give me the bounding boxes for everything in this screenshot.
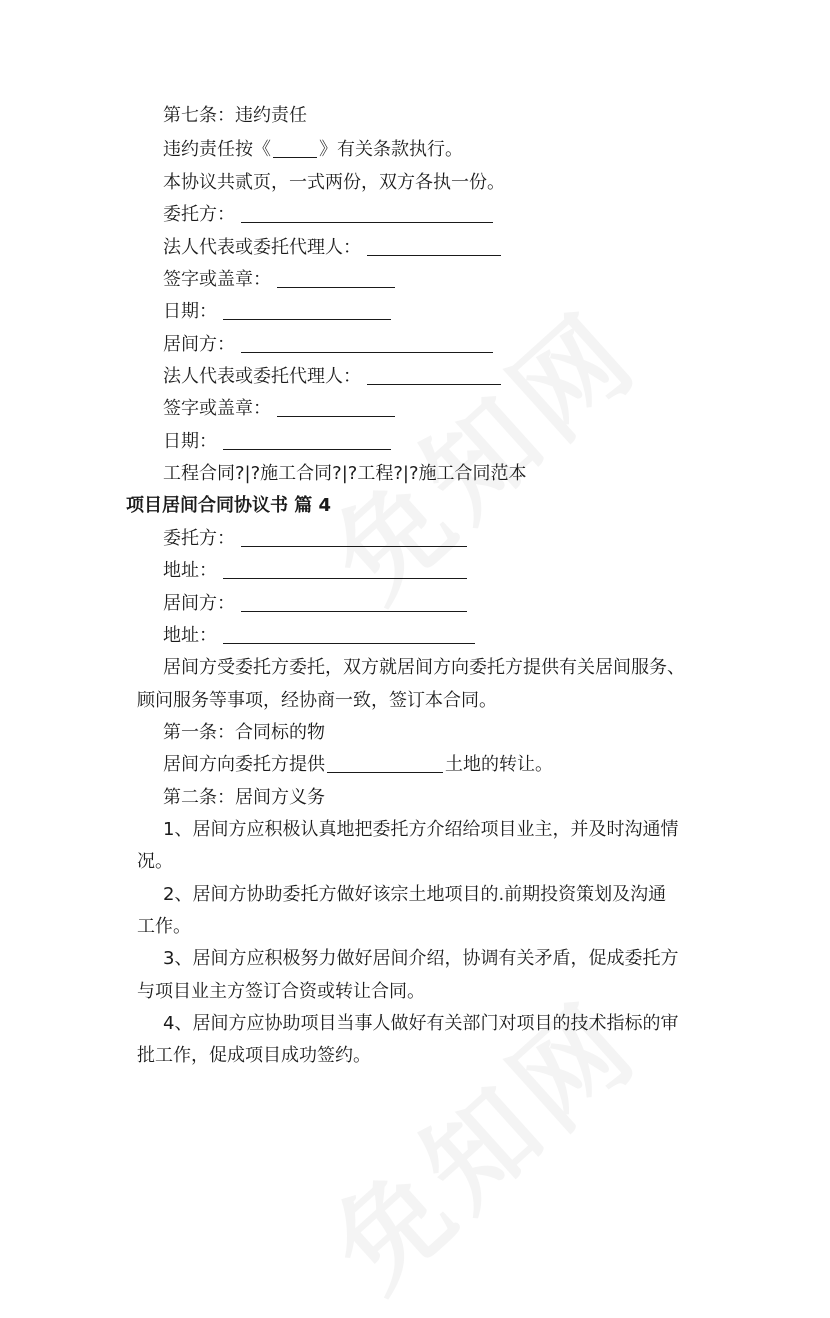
legal-rep-label-2: 法人代表或委托代理人： <box>163 366 361 387</box>
legal-rep-line-2 <box>163 362 501 392</box>
duty1-line-2: 况。 <box>137 851 173 872</box>
principal-blank[interactable] <box>241 202 493 223</box>
s4-address-blank-1[interactable] <box>223 558 467 579</box>
tags-line: 工程合同?|?施工合同?|?工程?|?施工合同范本 <box>163 463 527 484</box>
broker-label: 居间方： <box>163 334 235 355</box>
legal-rep-label-1: 法人代表或委托代理人： <box>163 237 361 258</box>
date-line-1 <box>163 297 391 327</box>
liability-clause <box>163 135 463 165</box>
s4-principal-line <box>163 524 467 554</box>
duty2-line-1: 2、居间方协助委托方做好该宗土地项目的.前期投资策划及沟通 <box>163 884 667 905</box>
liability-blank[interactable] <box>273 137 317 158</box>
liability-prefix: 违约责任按《 <box>163 139 271 160</box>
s4-broker-label: 居间方： <box>163 593 235 614</box>
duty3-line-1: 3、居间方应积极努力做好居间介绍，协调有关矛盾，促成委托方 <box>163 948 679 969</box>
legal-rep-blank-2[interactable] <box>367 364 501 385</box>
legal-rep-blank-1[interactable] <box>367 235 501 256</box>
seal-line-1 <box>163 265 395 295</box>
legal-rep-line-1 <box>163 233 501 263</box>
s4-address-line-1 <box>163 556 467 586</box>
seal-label-1: 签字或盖章： <box>163 269 271 290</box>
broker-signature-line <box>163 330 493 360</box>
date-label-2: 日期： <box>163 431 217 452</box>
intro-paragraph-line-2: 顾问服务等事项，经协商一致，签订本合同。 <box>137 690 497 711</box>
liability-suffix: 》有关条款执行。 <box>319 139 463 160</box>
duty1-line-1: 1、居间方应积极认真地把委托方介绍给项目业主，并及时沟通情 <box>163 819 679 840</box>
date-blank-2[interactable] <box>223 429 391 450</box>
duty4-line-2: 批工作，促成项目成功签约。 <box>137 1045 371 1066</box>
s4-broker-blank[interactable] <box>241 591 467 612</box>
s4-address-label-1: 地址： <box>163 560 217 581</box>
intro-paragraph-line-1: 居间方受委托方委托，双方就居间方向委托方提供有关居间服务、 <box>163 657 685 678</box>
date-label-1: 日期： <box>163 301 217 322</box>
seal-blank-2[interactable] <box>277 396 395 417</box>
duty2-line-2: 工作。 <box>137 916 191 937</box>
seal-line-2 <box>163 394 395 424</box>
article2-title: 第二条：居间方义务 <box>163 787 325 808</box>
broker-blank[interactable] <box>241 332 493 353</box>
pages-note: 本协议共贰页，一式两份，双方各执一份。 <box>163 172 505 193</box>
s4-principal-blank[interactable] <box>241 526 467 547</box>
article1-prefix: 居间方向委托方提供 <box>163 754 325 775</box>
principal-signature-line <box>163 200 493 230</box>
duty4-line-1: 4、居间方应协助项目当事人做好有关部门对项目的技术指标的审 <box>163 1013 679 1034</box>
article1-title: 第一条：合同标的物 <box>163 722 325 743</box>
s4-principal-label: 委托方： <box>163 528 235 549</box>
s4-broker-line <box>163 589 467 619</box>
seal-blank-1[interactable] <box>277 267 395 288</box>
s4-address-blank-2[interactable] <box>223 623 475 644</box>
article1-blank[interactable] <box>327 752 443 773</box>
s4-address-line-2 <box>163 621 475 651</box>
date-blank-1[interactable] <box>223 299 391 320</box>
seal-label-2: 签字或盖章： <box>163 398 271 419</box>
section-heading: 项目居间合同协议书 篇 4 <box>126 495 332 516</box>
principal-label: 委托方： <box>163 204 235 225</box>
date-line-2 <box>163 427 391 457</box>
duty3-line-2: 与项目业主方签订合资或转让合同。 <box>137 981 425 1002</box>
article7-title: 第七条：违约责任 <box>163 105 307 126</box>
article1-body <box>163 750 553 780</box>
article1-suffix: 土地的转让。 <box>445 754 553 775</box>
s4-address-label-2: 地址： <box>163 625 217 646</box>
